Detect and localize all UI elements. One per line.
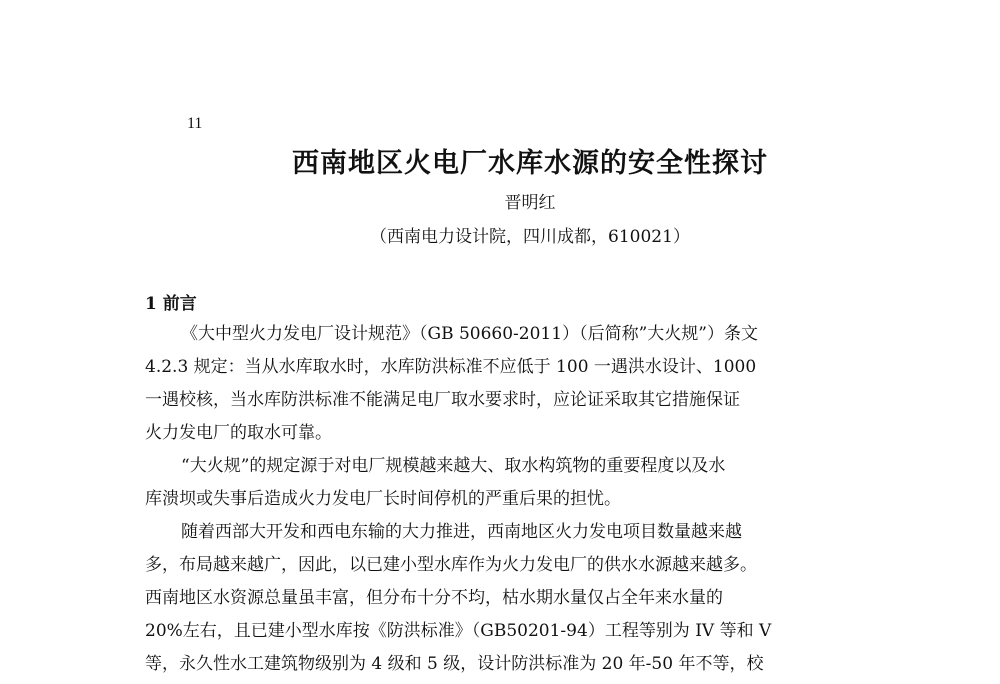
page-number: 11 xyxy=(187,115,203,132)
paragraph-1 xyxy=(145,318,857,450)
section-heading: 1 前言 xyxy=(145,294,197,314)
author-affiliation: （西南电力设计院，四川成都，610021） xyxy=(370,227,690,247)
text-line: 等，永久性水工建筑物级别为 4 级和 5 级，设计防洪标准为 20 年-50 年不等，校 xyxy=(145,654,764,674)
text-line: “大火规”的规定源于对电厂规模越来越大、取水构筑物的重要程度以及水 xyxy=(181,456,726,476)
author-name: 晋明红 xyxy=(504,193,556,213)
text-line: 库溃坝或失事后造成火力发电厂长时间停机的严重后果的担忧。 xyxy=(145,489,621,509)
text-line: 西南地区水资源总量虽丰富，但分布十分不均，枯水期水量仅占全年来水量的 xyxy=(145,588,723,608)
text-line: 一遇校核，当水库防洪标准不能满足电厂取水要求时，应论证采取其它措施保证 xyxy=(145,390,740,410)
text-line: 4.2.3 规定：当从水库取水时，水库防洪标准不应低于 100 一遇洪水设计、1000 xyxy=(145,357,757,377)
text-line: 火力发电厂的取水可靠。 xyxy=(145,423,332,443)
paragraph-2 xyxy=(145,450,857,516)
text-line: 《大中型火力发电厂设计规范》（GB 50660-2011）（后简称”大火规”）条文 xyxy=(181,324,758,344)
text-line: 随着西部大开发和西电东输的大力推进，西南地区火力发电项目数量越来越 xyxy=(181,522,742,542)
paper-title: 西南地区火电厂水库水源的安全性探讨 xyxy=(292,148,768,179)
text-line: 多，布局越来越广，因此，以已建小型水库作为火力发电厂的供水水源越来越多。 xyxy=(145,555,757,575)
text-line: 20%左右，且已建小型水库按《防洪标准》（GB50201-94）工程等别为 IV 等和 V xyxy=(145,621,772,641)
paragraph-3 xyxy=(145,516,857,681)
